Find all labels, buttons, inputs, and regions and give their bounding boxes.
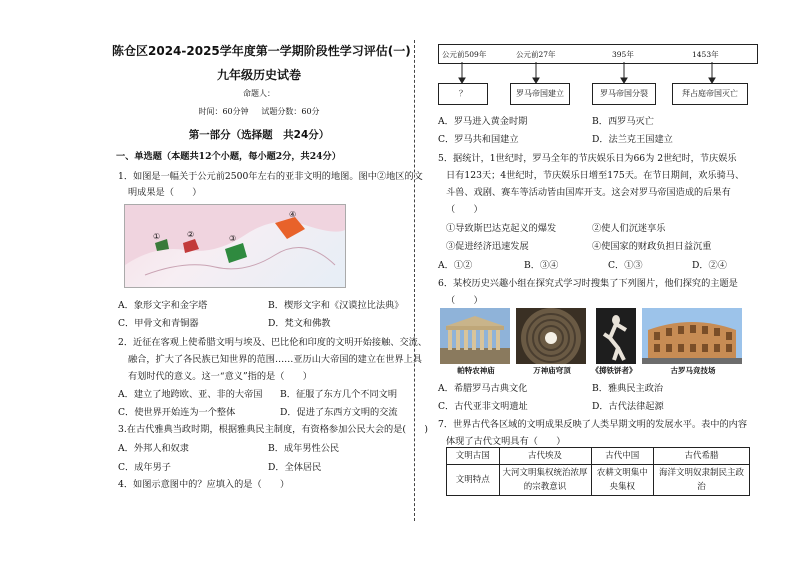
score-info: 试题分数：60分: [261, 107, 320, 116]
table-header-cell: 古代埃及: [499, 448, 591, 465]
q2-line2: 融合，扩大了各民族已知世界的范围……亚历山大帝国的建立在世界上具: [128, 354, 422, 365]
map-num-2: ②: [187, 230, 195, 239]
table-header-cell: 古代希腊: [653, 448, 749, 465]
column-divider: [414, 40, 415, 521]
caption-discobolus: 《掷铁饼者》: [591, 366, 637, 375]
exam-subtitle: 九年级历史试卷: [216, 68, 301, 82]
table-header-row: [447, 448, 750, 465]
q5-option-a[interactable]: A．①②: [438, 260, 473, 271]
q1-line1: 1．如图是一幅关于公元前2500年左右的亚非文明的地图。图中②地区的文: [118, 171, 423, 182]
q1-option-a[interactable]: A．象形文字和金字塔: [118, 300, 208, 311]
q3-option-c[interactable]: C．成年男子: [118, 462, 171, 473]
table-header-cell: 古代中国: [591, 448, 653, 465]
q6-option-b[interactable]: B．雅典民主政治: [592, 383, 664, 394]
timeline-label-2: 公元前27年: [516, 50, 556, 59]
q7-line1: 7．世界古代各区域的文明成果反映了人类早期文明的发展水平。表中的内容: [438, 419, 748, 430]
civilization-table: [446, 447, 750, 496]
q2-line1: 2．近征在客观上使希腊文明与埃及、巴比伦和印度的文明开始接触、交流、: [118, 337, 428, 348]
q5-line2: 日有123天；4世纪时，节庆娱乐日增至175天。在节日期间，欢乐骑马、: [446, 170, 745, 181]
q4-option-d[interactable]: D．法兰克王国建立: [592, 134, 673, 145]
discobolus-photo: [596, 308, 636, 364]
q3-line1: 3.在古代雅典当政时期，根据雅典民主制度，有资格参加公民大会的是( ): [118, 424, 428, 435]
q3-option-b[interactable]: B．成年男性公民: [268, 443, 340, 454]
q5-option-b[interactable]: B．③④: [524, 260, 559, 271]
map-num-4: ④: [289, 210, 297, 219]
q2-option-c[interactable]: C．使世界开始连为一个整体: [118, 407, 236, 418]
timeline-box-2: 罗马帝国建立: [510, 83, 570, 105]
q6-option-c[interactable]: C．古代亚非文明遗址: [438, 401, 528, 412]
pantheon-photo: [516, 308, 586, 364]
q5-line4: （ ）: [446, 204, 483, 215]
exam-title: 陈仓区2024-2025学年度第一学期阶段性学习评估(一): [112, 44, 411, 58]
q6-line2: （ ）: [446, 295, 483, 306]
q6-option-a[interactable]: A．希腊罗马古典文化: [438, 383, 528, 394]
table-row-label: 文明特点: [447, 465, 500, 496]
q4-option-b[interactable]: B．西罗马灭亡: [592, 116, 654, 127]
q5-option-c[interactable]: C．①③: [608, 260, 643, 271]
q3-option-a[interactable]: A．外邦人和奴隶: [118, 443, 189, 454]
q4-option-c[interactable]: C．罗马共和国建立: [438, 134, 519, 145]
q5-option-d[interactable]: D．②④: [692, 260, 727, 271]
q2-option-a[interactable]: A．建立了地跨欧、亚、非的大帝国: [118, 389, 263, 400]
table-cell: 大河文明集权统治浓厚的宗教意识: [499, 465, 591, 496]
colosseum-image: [642, 308, 742, 364]
q4-option-a[interactable]: A．罗马进入黄金时期: [438, 116, 528, 127]
time-score-line: [112, 106, 406, 117]
map-num-3: ③: [229, 234, 237, 243]
caption-colosseum: 古罗马竞技场: [670, 366, 716, 375]
q5-line3: 斗兽、戏剧、赛车等活动皆由国库开支。这会对罗马帝国造成的后果有: [446, 187, 731, 198]
table-header-cell: 文明古国: [447, 448, 500, 465]
table-row: [447, 465, 750, 496]
q6-line1: 6．某校历史兴趣小组在探究式学习时搜集了下列图片，他们探究的主题是: [438, 278, 738, 289]
part-intro: 一、单选题（本题共12个小题，每小题2分，共24分）: [116, 151, 341, 162]
q2-line3: 有划时代的意义。这一“意义”指的是（ ）: [128, 371, 312, 382]
timeline-label-1: 公元前509年: [442, 50, 487, 59]
timeline-label-3: 395年: [612, 50, 634, 59]
timeline-box-4: 拜占庭帝国灭亡: [672, 83, 748, 105]
q1-option-b[interactable]: B．楔形文字和《汉谟拉比法典》: [268, 300, 404, 311]
q5-statement-2: ②使人们沉迷享乐: [592, 223, 666, 234]
caption-pantheon: 万神庙穹顶: [533, 366, 571, 375]
q5-statement-1: ①导致斯巴达克起义的爆发: [446, 223, 557, 234]
q1-option-d[interactable]: D．梵文和佛教: [268, 318, 331, 329]
timeline-arrows: [424, 62, 754, 84]
timeline-box-3: 罗马帝国分裂: [592, 83, 656, 105]
q7-line2: 体现了古代文明具有（ ）: [446, 436, 566, 447]
parthenon-photo: [440, 308, 510, 364]
caption-parthenon: 帕特农神庙: [457, 366, 495, 375]
ancient-civilizations-map: [124, 204, 346, 288]
map-num-1: ①: [153, 232, 161, 241]
q6-option-d[interactable]: D．古代法律起源: [592, 401, 664, 412]
q1-option-c[interactable]: C．甲骨文和青铜器: [118, 318, 199, 329]
map-graphic: [125, 205, 345, 287]
q2-option-b[interactable]: B．征服了东方几个不同文明: [280, 389, 398, 400]
q5-statement-3: ③促进经济迅速发展: [446, 241, 529, 252]
colosseum-photo: [642, 308, 742, 364]
time-info: 时间：60分钟: [198, 107, 249, 116]
q5-line1: 5．据统计，1世纪时，罗马全年的节庆娱乐日为66为 2世纪时，节庆娱乐: [438, 153, 737, 164]
timeline-box-1: ？: [438, 83, 488, 105]
parthenon-image: [440, 308, 510, 364]
q1-line2: 明成果是（ ）: [128, 187, 202, 198]
q4-line1: 4．如图示意图中的？应填入的是（ ）: [118, 479, 290, 490]
right-column: [424, 0, 754, 561]
q5-statement-4: ④使国家的财政负担日益沉重: [592, 241, 712, 252]
discobolus-image: [596, 308, 636, 364]
section-heading: 第一部分（选择题 共24分）: [188, 129, 330, 141]
q2-option-d[interactable]: D．促进了东西方文明的交流: [280, 407, 398, 418]
table-cell: 海洋文明奴隶制民主政治: [653, 465, 749, 496]
q3-option-d[interactable]: D．全体居民: [268, 462, 322, 473]
table-cell: 农耕文明集中央集权: [591, 465, 653, 496]
pantheon-image: [516, 308, 586, 364]
region-3-shape: [225, 243, 247, 263]
timeline-label-4: 1453年: [692, 50, 719, 59]
author-line: 命题人：: [243, 89, 275, 98]
